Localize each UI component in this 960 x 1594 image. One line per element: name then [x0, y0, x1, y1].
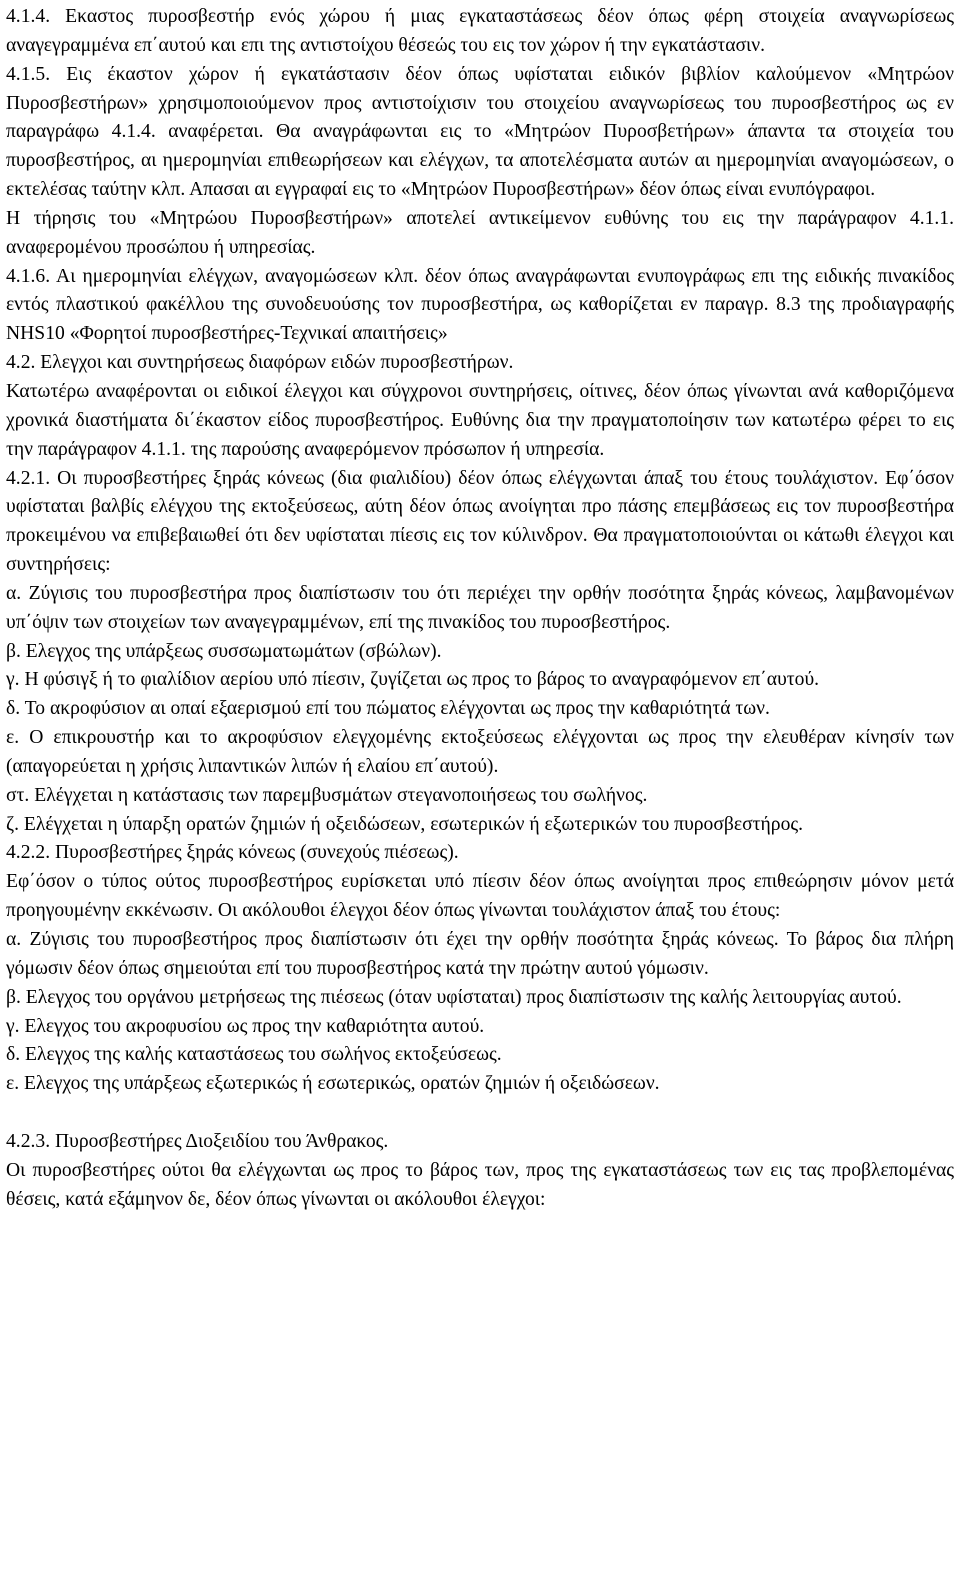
- list-item-4-2-1-b: β. Ελεγχος της υπάρξεως συσσωματωμάτων (σβώλων).: [6, 640, 442, 662]
- paragraph-4-2-2-intro: Εφ΄όσον ο τύπος ούτος πυροσβεστήρος ευρίσκεται υπό πίεσιν δέον όπως ανοίγηται προς επιθεώρησιν μόνον μετά προηγουμένην εκκένωσιν. Οι ακόλουθοι έλεγχοι δέον όπως γίνωνται τουλάχιστον άπαξ του έτους:: [6, 871, 954, 922]
- paragraph-register-responsibility: Η τήρησις του «Μητρώου Πυροσβεστήρων» αποτελεί αντικείμενον ευθύνης του εις την παράγραφον 4.1.1. αναφερομένου προσώπου ή υπηρεσίας.: [6, 207, 954, 258]
- heading-4-2-2: 4.2.2. Πυροσβεστήρες ξηράς κόνεως (συνεχούς πιέσεως).: [6, 842, 459, 864]
- paragraph-4-2-3-intro: Οι πυροσβεστήρες ούτοι θα ελέγχωνται ως προς το βάρος των, προς της εγκαταστάσεως των εις τας προβλεπομένας θέσεις, κατά εξάμηνον δε, δέον όπως γίνωνται οι ακόλουθοι έλεγχοι:: [6, 1159, 954, 1210]
- heading-4-2-3: 4.2.3. Πυροσβεστήρες Διοξειδίου του Άνθρακος.: [6, 1130, 389, 1152]
- list-item-4-2-1-z: ζ. Ελέγχεται η ύπαρξη ορατών ζημιών ή οξειδώσεων, εσωτερικών ή εξωτερικών του πυροσβεστήρος.: [6, 813, 804, 835]
- blank-line: [6, 1099, 954, 1128]
- paragraph-4-1-4: 4.1.4. Εκαστος πυροσβεστήρ ενός χώρου ή μιας εγκαταστάσεως δέον όπως φέρη στοιχεία αναγνωρίσεως αναγεγραμμένα επ΄αυτού και επι της αντιστοίχου θέσεώς του εις τον χώρον ή την εγκατάστασιν.: [6, 6, 954, 56]
- list-item-4-2-1-d: δ. Το ακροφύσιον αι οπαί εξαερισμού επί του πώματος ελέγχονται ως προς την καθαριότητά των.: [6, 698, 770, 720]
- heading-4-2: 4.2. Ελεγχοι και συντηρήσεως διαφόρων ειδών πυροσβεστήρων.: [6, 352, 514, 374]
- list-item-4-2-2-e: ε. Ελεγχος της υπάρξεως εξωτερικώς ή εσωτερικώς, ορατών ζημιών ή οξειδώσεων.: [6, 1073, 660, 1095]
- document-page: [6, 3, 954, 1214]
- paragraph-4-1-6: 4.1.6. Αι ημερομηνίαι ελέγχων, αναγομώσεων κλπ. δέον όπως αναγράφωνται ενυπογράφως επι της ειδικής πινακίδος εντός πλαστικού φακέλλου της συνοδευούσης τον πυροσβεστήρα, ως καθορίζεται εν παραγρ. 8.3 της προδιαγραφής ΝΗS10 «Φορητοί πυροσβεστήρες-Τεχνικαί απαιτήσεις»: [6, 265, 954, 345]
- paragraph-4-1-5: 4.1.5. Εις έκαστον χώρον ή εγκατάστασιν δέον όπως υφίσταται ειδικόν βιβλίον καλούμενον «Μητρώον Πυροσβεστήρων» χρησιμοποιούμενον προς αντιστοίχισιν του στοιχείου αναγνωρίσεως του πυροσβεστήρος ως εν παραγράφω 4.1.4. αναφέρεται. Θα αναγράφωνται εις το «Μητρώον Πυροσβετήρων» άπαντα τα στοιχεία του πυροσβεστήρος, αι ημερομηνίαι επιθεωρήσεων και ελέγχων, τα αποτελέσματα αυτών αι ημερομηνίαι αναγομώσεων, ο εκτελέσας ταύτην κλπ. Απασαι αι εγγραφαί εις το «Μητρώον Πυροσβεστήρων» δέον όπως είναι ενυπόγραφοι.: [6, 63, 954, 201]
- list-item-4-2-2-a: α. Ζύγισις του πυροσβεστήρος προς διαπίστωσιν ότι έχει την ορθήν ποσότητα ξηράς κόνεως. Το βάρος δια πλήρη γόμωσιν δέον όπως σημειούται επί του πυροσβεστήρος κατά την πρώτην αυτού γόμωσιν.: [6, 929, 954, 979]
- list-item-4-2-2-d: δ. Ελεγχος της καλής καταστάσεως του σωλήνος εκτοξεύσεως.: [6, 1044, 502, 1066]
- list-item-4-2-1-a: α. Ζύγισις του πυροσβεστήρα προς διαπίστωσιν του ότι περιέχει την ορθήν ποσότητα ξηράς κόνεως, λαμβανομένων υπ΄όψιν των στοιχείων των αναγεγραμμένων, επί της πινακίδος του πυροσβεστήρος.: [6, 582, 954, 633]
- list-item-4-2-1-st: στ. Ελέγχεται η κατάστασις των παρεμβυσμάτων στεγανοποιήσεως του σωλήνος.: [6, 784, 648, 806]
- list-item-4-2-1-c: γ. Η φύσιγξ ή το φιαλίδιον αερίου υπό πίεσιν, ζυγίζεται ως προς το βάρος το αναγραφόμενον επ΄αυτού.: [6, 669, 820, 691]
- list-item-4-2-2-c: γ. Ελεγχος του ακροφυσίου ως προς την καθαριότητα αυτού.: [6, 1015, 485, 1037]
- paragraph-4-2-intro: Κατωτέρω αναφέρονται οι ειδικοί έλεγχοι και σύγχρονοι συντηρήσεις, οίτινες, δέον όπως γίνωνται ανά καθοριζόμενα χρονικά διαστήματα δι΄έκαστον είδος πυροσβεστήρος. Ευθύνης δια την πραγματοποίησιν των κατωτέρω φέρει το εις την παράγραφον 4.1.1. της παρούσης αναφερόμενον πρόσωπον ή υπηρεσία.: [6, 380, 954, 460]
- paragraph-4-2-1: 4.2.1. Οι πυροσβεστήρες ξηράς κόνεως (δια φιαλιδίου) δέον όπως ελέγχωνται άπαξ του έτους τουλάχιστον. Εφ΄όσον υφίσταται βαλβίς ελέγχου της εκτοξεύσεως, αύτη δέον όπως ανοίγηται προ πάσης επεμβάσεως εις τον πυροσβεστήρα προκειμένου να επιβεβαιωθεί ότι δεν υφίσταται πίεσις εις τον κύλινδρον. Θα πραγματοποιούνται οι κάτωθι έλεγχοι και συντηρήσεις:: [6, 467, 954, 576]
- list-item-4-2-1-e: ε. Ο επικρουστήρ και το ακροφύσιον ελεγχομένης εκτοξεύσεως ελέγχονται ως προς την ελευθέραν κίνησίν των (απαγορεύεται η χρήσις λιπαντικών λιπών ή ελαίου επ΄αυτού).: [6, 727, 954, 777]
- list-item-4-2-2-b: β. Ελεγχος του οργάνου μετρήσεως της πιέσεως (όταν υφίσταται) προς διαπίστωσιν της καλής λειτουργίας αυτού.: [6, 986, 902, 1008]
